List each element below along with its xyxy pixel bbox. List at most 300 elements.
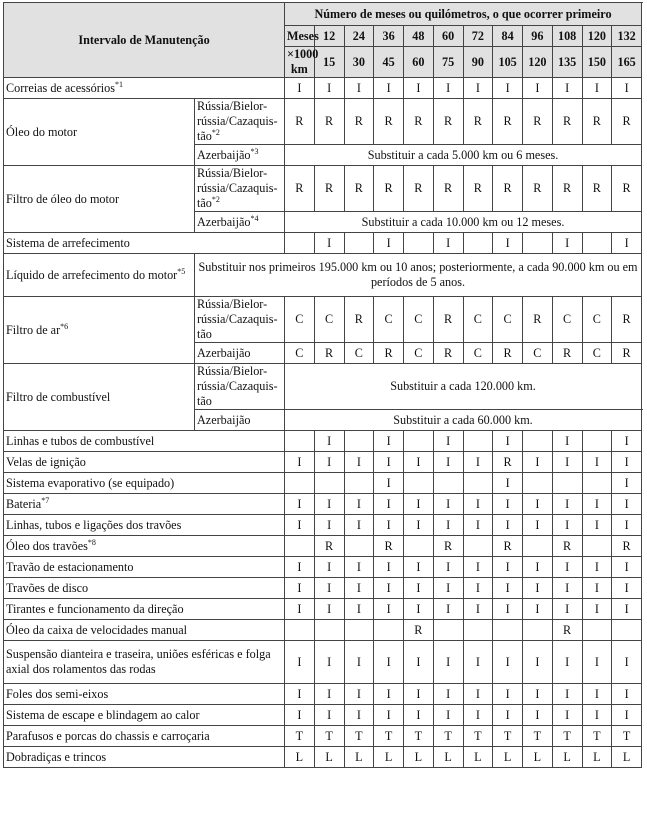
schedule-cell [552, 473, 582, 494]
schedule-cell [582, 431, 612, 452]
km-value: 120 [523, 47, 553, 78]
region-label: Azerbaijão [197, 412, 251, 427]
item-label-cell [4, 599, 285, 620]
schedule-cell: I [582, 452, 612, 473]
item-label-cell [4, 747, 285, 768]
schedule-cell: I [523, 557, 553, 578]
schedule-cell: I [552, 233, 582, 254]
schedule-cell: R [463, 99, 493, 145]
schedule-cell: I [374, 599, 404, 620]
km-value: 30 [344, 47, 374, 78]
schedule-cell: I [404, 684, 434, 705]
schedule-row [4, 473, 642, 494]
schedule-cell: I [463, 641, 493, 684]
schedule-cell: I [285, 494, 315, 515]
schedule-cell: L [523, 747, 553, 768]
item-label-cell [4, 684, 285, 705]
item-label: Tirantes e funcionamento da direção [6, 601, 184, 616]
schedule-cell: I [612, 705, 642, 726]
schedule-cell: R [552, 166, 582, 212]
schedule-cell: I [582, 557, 612, 578]
schedule-cell: I [552, 515, 582, 536]
item-label-cell [4, 726, 285, 747]
footnote-marker: *6 [60, 321, 69, 331]
schedule-cell: I [523, 684, 553, 705]
schedule-cell: I [612, 557, 642, 578]
item-label-cell [4, 452, 285, 473]
footnote-marker: *7 [41, 495, 50, 505]
schedule-cell: I [404, 515, 434, 536]
schedule-cell: C [463, 343, 493, 364]
item-label-cell [4, 494, 285, 515]
schedule-cell: I [433, 641, 463, 684]
schedule-cell: R [552, 536, 582, 557]
schedule-cell: I [285, 557, 315, 578]
schedule-cell: I [314, 233, 344, 254]
schedule-cell: I [344, 599, 374, 620]
schedule-cell: I [493, 557, 523, 578]
schedule-cell: I [552, 452, 582, 473]
schedule-cell: I [493, 599, 523, 620]
schedule-cell: R [612, 343, 642, 364]
schedule-cell: I [552, 494, 582, 515]
schedule-cell: R [612, 536, 642, 557]
item-label: Óleo do motor [6, 124, 78, 139]
schedule-cell: I [493, 684, 523, 705]
schedule-cell: I [552, 557, 582, 578]
schedule-cell: C [344, 343, 374, 364]
schedule-cell: R [582, 99, 612, 145]
region-label: Rússia/Bielor-rússia/Cazaquis-tão [197, 364, 278, 408]
region-label: Rússia/Bielor-rússia/Cazaquis-tão [197, 297, 278, 341]
item-label-cell [4, 166, 195, 233]
footnote-marker: *4 [250, 213, 259, 223]
schedule-cell: R [433, 99, 463, 145]
schedule-cell: L [314, 747, 344, 768]
schedule-cell: I [314, 515, 344, 536]
schedule-cell: R [344, 99, 374, 145]
schedule-row [4, 641, 642, 684]
schedule-row [4, 578, 642, 599]
schedule-cell: R [493, 166, 523, 212]
schedule-cell [582, 473, 612, 494]
item-label-cell [4, 297, 195, 364]
schedule-row [4, 233, 642, 254]
schedule-row [4, 452, 642, 473]
months-value: 24 [344, 26, 374, 47]
schedule-cell: I [285, 684, 315, 705]
schedule-cell: I [314, 641, 344, 684]
schedule-cell: I [582, 494, 612, 515]
schedule-cell: L [285, 747, 315, 768]
item-label: Óleo dos travões [6, 538, 88, 553]
schedule-cell: I [404, 578, 434, 599]
km-label: ×1000 km [285, 47, 315, 78]
km-value: 165 [612, 47, 642, 78]
schedule-cell [344, 536, 374, 557]
item-label-cell [4, 364, 195, 431]
schedule-cell [523, 473, 553, 494]
schedule-row [4, 515, 642, 536]
schedule-cell: L [344, 747, 374, 768]
schedule-row [4, 536, 642, 557]
schedule-cell [344, 620, 374, 641]
schedule-cell: I [404, 78, 434, 99]
schedule-cell: R [552, 99, 582, 145]
schedule-cell: I [523, 599, 553, 620]
schedule-cell: I [433, 431, 463, 452]
months-value: 60 [433, 26, 463, 47]
schedule-cell: I [344, 684, 374, 705]
schedule-row [4, 78, 642, 99]
schedule-cell: I [433, 233, 463, 254]
schedule-cell: I [463, 578, 493, 599]
schedule-cell: R [493, 343, 523, 364]
schedule-row [4, 747, 642, 768]
schedule-cell: I [523, 78, 553, 99]
schedule-cell: R [433, 536, 463, 557]
item-label: Líquido de arrefecimento do motor [6, 267, 178, 282]
schedule-cell: L [463, 747, 493, 768]
region-cell [195, 166, 285, 212]
schedule-cell: I [493, 641, 523, 684]
schedule-cell: I [493, 578, 523, 599]
schedule-cell: R [404, 99, 434, 145]
schedule-cell [463, 431, 493, 452]
schedule-cell: I [433, 557, 463, 578]
schedule-cell: L [612, 747, 642, 768]
schedule-cell: R [523, 166, 553, 212]
months-value: 48 [404, 26, 434, 47]
schedule-cell: T [404, 726, 434, 747]
schedule-cell [433, 620, 463, 641]
schedule-cell: I [344, 641, 374, 684]
item-label-cell [4, 515, 285, 536]
schedule-subrow [4, 166, 642, 212]
schedule-cell: I [552, 684, 582, 705]
item-label: Suspensão dianteira e traseira, uniões esféricas e folga axial dos rolamentos das rodas [6, 647, 271, 676]
instruction-cell: Substituir a cada 120.000 km. [285, 364, 642, 410]
km-value: 15 [314, 47, 344, 78]
schedule-cell: C [582, 343, 612, 364]
schedule-cell: C [523, 343, 553, 364]
schedule-cell: T [433, 726, 463, 747]
item-label: Linhas e tubos de combustível [6, 433, 155, 448]
schedule-cell: I [374, 515, 404, 536]
region-label: Rússia/Bielor-rússia/Cazaquis-tão [197, 166, 278, 210]
schedule-cell: L [404, 747, 434, 768]
schedule-cell: I [344, 452, 374, 473]
schedule-subrow [4, 297, 642, 343]
schedule-cell [463, 620, 493, 641]
schedule-cell [582, 536, 612, 557]
schedule-cell: R [374, 343, 404, 364]
item-label-cell [4, 705, 285, 726]
schedule-cell: I [582, 78, 612, 99]
instruction-cell: Substituir nos primeiros 195.000 km ou 10 anos; posteriormente, a cada 90.000 km ou em períodos de 5 anos. [195, 254, 642, 297]
schedule-cell: R [582, 166, 612, 212]
item-label-cell [4, 233, 285, 254]
schedule-cell [523, 431, 553, 452]
header-row-period [4, 3, 642, 26]
item-label-cell [4, 578, 285, 599]
schedule-cell: R [433, 166, 463, 212]
schedule-cell: I [493, 515, 523, 536]
schedule-cell: R [344, 297, 374, 343]
schedule-cell: R [493, 99, 523, 145]
schedule-cell: R [433, 343, 463, 364]
item-label-cell [4, 641, 285, 684]
schedule-cell [285, 473, 315, 494]
km-value: 90 [463, 47, 493, 78]
schedule-cell [433, 473, 463, 494]
item-label: Bateria [6, 496, 42, 511]
item-label: Filtro de ar [6, 322, 61, 337]
schedule-row [4, 431, 642, 452]
km-value: 105 [493, 47, 523, 78]
item-label: Correias de acessórios [6, 80, 115, 95]
schedule-cell [344, 473, 374, 494]
schedule-cell: R [493, 536, 523, 557]
schedule-cell: I [582, 515, 612, 536]
schedule-cell: I [552, 431, 582, 452]
footnote-marker: *1 [114, 79, 123, 89]
schedule-cell: C [404, 343, 434, 364]
schedule-row [4, 557, 642, 578]
schedule-cell: R [374, 166, 404, 212]
schedule-cell: I [344, 515, 374, 536]
schedule-cell: I [463, 684, 493, 705]
schedule-cell: I [523, 515, 553, 536]
item-label-cell [4, 620, 285, 641]
schedule-cell: I [374, 705, 404, 726]
schedule-cell: R [523, 99, 553, 145]
schedule-cell: I [314, 599, 344, 620]
schedule-cell: I [463, 515, 493, 536]
schedule-cell: R [374, 536, 404, 557]
maintenance-table [3, 2, 642, 768]
schedule-cell: T [523, 726, 553, 747]
months-value: 72 [463, 26, 493, 47]
schedule-cell: I [374, 684, 404, 705]
schedule-cell: I [433, 78, 463, 99]
schedule-cell: I [552, 641, 582, 684]
schedule-cell: I [404, 599, 434, 620]
schedule-row [4, 705, 642, 726]
months-value: 36 [374, 26, 404, 47]
schedule-cell: I [552, 78, 582, 99]
footnote-marker: *2 [211, 194, 220, 204]
item-label-cell [4, 254, 195, 297]
schedule-cell: I [433, 494, 463, 515]
schedule-cell: I [493, 233, 523, 254]
schedule-cell [404, 233, 434, 254]
schedule-cell: C [552, 297, 582, 343]
schedule-cell [612, 620, 642, 641]
schedule-cell: T [463, 726, 493, 747]
months-value: 84 [493, 26, 523, 47]
schedule-cell: I [404, 705, 434, 726]
schedule-cell: I [612, 233, 642, 254]
schedule-cell [285, 431, 315, 452]
schedule-cell: I [612, 431, 642, 452]
schedule-cell: I [314, 78, 344, 99]
schedule-cell: R [314, 99, 344, 145]
schedule-cell: I [493, 494, 523, 515]
schedule-cell: T [552, 726, 582, 747]
schedule-cell: I [612, 599, 642, 620]
region-cell [195, 343, 285, 364]
item-label: Travão de estacionamento [6, 559, 134, 574]
item-label-cell [4, 431, 285, 452]
schedule-cell: I [285, 705, 315, 726]
schedule-cell: R [374, 99, 404, 145]
item-label-cell [4, 78, 285, 99]
schedule-cell: I [344, 578, 374, 599]
months-value: 96 [523, 26, 553, 47]
schedule-cell [404, 431, 434, 452]
schedule-cell [463, 473, 493, 494]
schedule-cell [344, 233, 374, 254]
schedule-row [4, 726, 642, 747]
schedule-cell: I [285, 578, 315, 599]
region-label: Azerbaijão [197, 345, 251, 360]
schedule-cell: I [523, 641, 553, 684]
schedule-cell: I [314, 452, 344, 473]
schedule-cell: I [285, 452, 315, 473]
km-value: 75 [433, 47, 463, 78]
schedule-cell: R [404, 166, 434, 212]
footnote-marker: *8 [87, 537, 96, 547]
schedule-cell: I [404, 452, 434, 473]
km-value: 45 [374, 47, 404, 78]
km-value: 135 [552, 47, 582, 78]
schedule-cell: C [374, 297, 404, 343]
schedule-cell: I [374, 78, 404, 99]
schedule-cell: R [344, 166, 374, 212]
schedule-cell: R [285, 99, 315, 145]
schedule-row [4, 684, 642, 705]
months-value: 12 [314, 26, 344, 47]
schedule-cell: R [285, 166, 315, 212]
item-label-cell [4, 473, 285, 494]
footnote-marker: *2 [211, 127, 220, 137]
item-label: Sistema de arrefecimento [6, 235, 130, 250]
schedule-cell: T [374, 726, 404, 747]
schedule-cell: C [285, 343, 315, 364]
schedule-cell: I [463, 452, 493, 473]
instruction-cell: Substituir a cada 5.000 km ou 6 meses. [285, 145, 642, 166]
months-value: 132 [612, 26, 642, 47]
schedule-cell [463, 233, 493, 254]
schedule-cell: T [314, 726, 344, 747]
schedule-cell: I [285, 515, 315, 536]
schedule-cell: L [374, 747, 404, 768]
schedule-cell: I [523, 578, 553, 599]
schedule-cell: I [374, 431, 404, 452]
schedule-cell: I [612, 494, 642, 515]
region-cell [195, 297, 285, 343]
schedule-cell [344, 431, 374, 452]
schedule-cell: C [404, 297, 434, 343]
schedule-cell: R [552, 620, 582, 641]
schedule-cell: T [344, 726, 374, 747]
km-value: 150 [582, 47, 612, 78]
schedule-cell: I [314, 557, 344, 578]
item-label: Óleo da caixa de velocidades manual [6, 622, 188, 637]
schedule-cell [523, 233, 553, 254]
schedule-cell [404, 536, 434, 557]
schedule-cell: I [612, 473, 642, 494]
item-label: Filtro de óleo do motor [6, 191, 120, 206]
schedule-cell: I [463, 705, 493, 726]
schedule-cell: I [552, 578, 582, 599]
schedule-cell: I [493, 705, 523, 726]
schedule-cell: I [612, 515, 642, 536]
schedule-cell: I [433, 515, 463, 536]
schedule-cell: I [433, 599, 463, 620]
schedule-cell: I [374, 473, 404, 494]
schedule-cell: I [404, 641, 434, 684]
schedule-cell: R [523, 297, 553, 343]
schedule-cell [404, 473, 434, 494]
months-label: Meses [285, 26, 315, 47]
schedule-cell: I [374, 494, 404, 515]
schedule-cell: R [314, 536, 344, 557]
item-label: Sistema evaporativo (se equipado) [6, 475, 175, 490]
interval-header: Intervalo de Manutenção [4, 3, 285, 78]
schedule-cell: I [582, 641, 612, 684]
schedule-cell [314, 473, 344, 494]
schedule-cell: I [582, 705, 612, 726]
instruction-cell: Substituir a cada 60.000 km. [285, 410, 642, 431]
schedule-cell: I [612, 641, 642, 684]
schedule-cell: I [523, 705, 553, 726]
schedule-cell: I [523, 452, 553, 473]
schedule-cell [582, 233, 612, 254]
schedule-cell: I [582, 578, 612, 599]
schedule-cell: I [493, 431, 523, 452]
region-label: Rússia/Bielor-rússia/Cazaquis-tão [197, 99, 278, 143]
schedule-cell [523, 620, 553, 641]
footnote-marker: *3 [250, 146, 259, 156]
schedule-cell: I [433, 684, 463, 705]
schedule-cell [523, 536, 553, 557]
schedule-cell: R [612, 166, 642, 212]
schedule-cell [314, 620, 344, 641]
schedule-cell: R [612, 99, 642, 145]
schedule-cell: I [285, 78, 315, 99]
instruction-cell: Substituir a cada 10.000 km ou 12 meses. [285, 212, 642, 233]
schedule-cell: I [344, 78, 374, 99]
schedule-cell: I [463, 557, 493, 578]
period-header: Número de meses ou quilómetros, o que ocorrer primeiro [285, 3, 642, 26]
schedule-cell: I [374, 641, 404, 684]
schedule-cell: T [493, 726, 523, 747]
schedule-cell: I [374, 452, 404, 473]
item-label-cell [4, 536, 285, 557]
footnote-marker: *5 [177, 266, 186, 276]
schedule-cell: R [493, 452, 523, 473]
months-value: 120 [582, 26, 612, 47]
km-value: 60 [404, 47, 434, 78]
schedule-cell: I [433, 578, 463, 599]
schedule-cell: C [285, 297, 315, 343]
item-label: Linhas, tubos e ligações dos travões [6, 517, 182, 532]
schedule-cell: I [374, 578, 404, 599]
schedule-cell: T [285, 726, 315, 747]
schedule-cell: I [612, 578, 642, 599]
